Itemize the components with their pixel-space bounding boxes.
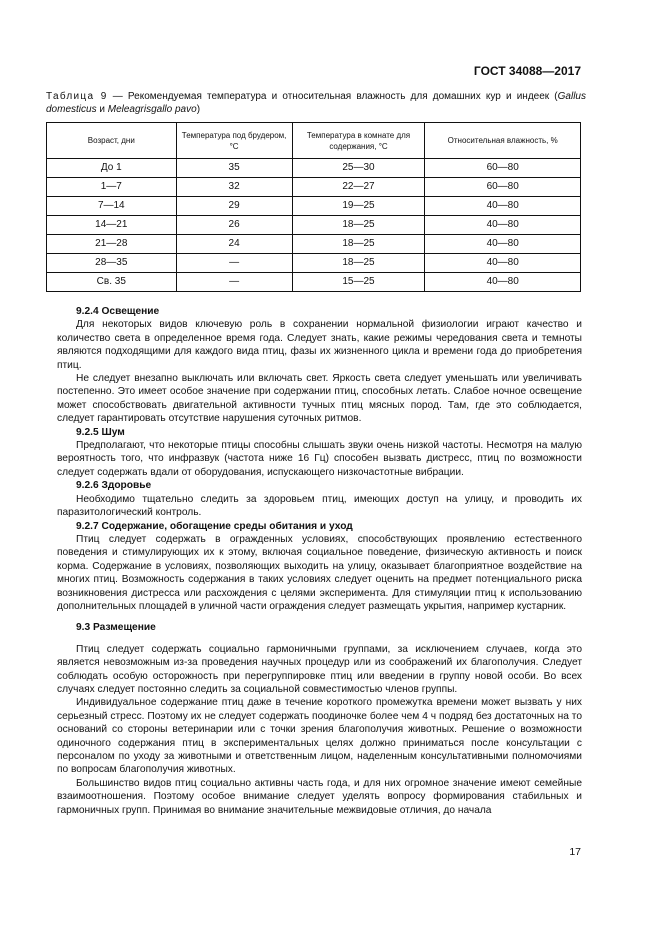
- table-caption-text: — Рекомендуемая температура и относительная влажность для домашних кур и индеек (: [107, 91, 558, 102]
- table-row: [47, 216, 581, 235]
- table-cell: 21—28: [47, 235, 177, 254]
- table-caption-close: ): [196, 104, 201, 115]
- table-cell: 40—80: [425, 235, 581, 254]
- table-cell: —: [176, 254, 292, 273]
- table-cell: 40—80: [425, 254, 581, 273]
- table-row: [47, 159, 581, 178]
- table-cell: 15—25: [292, 273, 425, 292]
- temperature-humidity-table: [46, 122, 581, 292]
- body-text: [57, 305, 582, 817]
- table-cell: 40—80: [425, 216, 581, 235]
- table-row: [47, 178, 581, 197]
- table-cell: 1—7: [47, 178, 177, 197]
- page-number: 17: [569, 846, 581, 858]
- section-heading-accommodation: 9.3 Размещение: [76, 622, 156, 634]
- section-heading-health: 9.2.6 Здоровье: [76, 480, 152, 492]
- table-cell: 14—21: [47, 216, 177, 235]
- table-row: [47, 197, 581, 216]
- column-header-humidity: Относительная влажность, %: [425, 123, 581, 159]
- standard-code: ГОСТ 34088—2017: [473, 64, 581, 78]
- table-cell: 32: [176, 178, 292, 197]
- table-cell: 7—14: [47, 197, 177, 216]
- table-cell: 60—80: [425, 178, 581, 197]
- table-cell: 19—25: [292, 197, 425, 216]
- table-cell: 18—25: [292, 235, 425, 254]
- paragraph: Для некоторых видов ключевую роль в сохранении нормальной физиологии играют качество и количество света в определенное время года. Следует знать, какие режимы чередования света и темноты являются подходящими для каждого вида птиц, фазы их жизненного цикла и времени года до приобретения птиц.: [57, 319, 582, 371]
- table-caption-label: Таблица 9: [46, 91, 108, 102]
- paragraph: Предполагают, что некоторые птицы способны слышать звуки очень низкой частоты. Несмотря на малую вероятность того, что инфразвук (частота ниже 16 Гц) способен вызвать дистресс, птиц по возможности следует содержать вдали от оборудования, испускающего низкочастотные вибрации.: [57, 440, 582, 478]
- column-header-brooder-temp: Температура под брудером, °С: [176, 123, 292, 159]
- table-cell: Св. 35: [47, 273, 177, 292]
- section-heading-noise: 9.2.5 Шум: [76, 426, 125, 438]
- table-cell: 60—80: [425, 159, 581, 178]
- paragraph: Не следует внезапно выключать или включать свет. Яркость света следует уменьшать или увеличивать постепенно. Это имеет особое значение при содержании птиц, способных летать. Слабое ночное освещение может способствовать двигательной активности тучных птиц мясных пород. Там, где это соблюдается, следует гарантировать отсутствие нарушения суточных ритмов.: [57, 373, 582, 425]
- table-cell: —: [176, 273, 292, 292]
- table-cell: 40—80: [425, 197, 581, 216]
- column-header-room-temp: Температура в комнате для содержания, °С: [292, 123, 425, 159]
- section-heading-lighting: 9.2.4 Освещение: [76, 306, 160, 317]
- table-header-row: [47, 123, 581, 159]
- table-cell: 25—30: [292, 159, 425, 178]
- paragraph: Большинство видов птиц социально активны часть года, и для них огромное значение имеют семейные взаимоотношения. Поэтому особое внимание следует уделять вопросу формирования стабильных и гармоничных групп. Принимая во внимание значительные межвидовые отличия, до начала: [57, 777, 582, 816]
- paragraph: Необходимо тщательно следить за здоровьем птиц, имеющих доступ на улицу, и проводить их паразитологический контроль.: [57, 493, 582, 519]
- table-row: [47, 254, 581, 273]
- table-caption-and: и: [96, 104, 108, 115]
- paragraph: Птиц следует содержать социально гармоничными группами, за исключением случаев, когда это является невозможным из-за проведения научных процедур или из соображений их благополучия. Следует соблюдать особую осторожность при перегруппировке птиц или введении в группу новой особи. Во всех случаях следует постоянно следить за социальной совместимостью членов группы.: [57, 643, 582, 695]
- table-cell: 18—25: [292, 254, 425, 273]
- table-row: [47, 273, 581, 292]
- paragraph: Птиц следует содержать в огражденных условиях, способствующих проявлению естественного поведения и стимулирующих их к этому, включая социальное поведение, физическую активность и поиск корма. Содержание в условиях, позволяющих выходить на улицу, оказывает благоприятное воздействие на многих птиц. Возможность содержания в таких условиях следует оценить на предмет потенциального риска возникновения дистресса или расхождения с целями эксперимента. Для стимуляции птиц к использованию дополнительных площадей в уличной части ограждения следует размещать укрытия, например кустарник.: [57, 533, 582, 612]
- table-caption: [46, 90, 586, 116]
- table-cell: 28—35: [47, 254, 177, 273]
- table-cell: 22—27: [292, 178, 425, 197]
- table-cell: 26: [176, 216, 292, 235]
- table-cell: 35: [176, 159, 292, 178]
- section-heading-housing-enrichment: 9.2.7 Содержание, обогащение среды обитания и уход: [76, 520, 353, 532]
- table-cell: 18—25: [292, 216, 425, 235]
- column-header-age: Возраст, дни: [47, 123, 177, 159]
- table-caption-species-1: Gallus domesticus: [46, 91, 586, 115]
- table-cell: 29: [176, 197, 292, 216]
- table-cell: 40—80: [425, 273, 581, 292]
- table-caption-species-2: Meleagrisgallo pavo: [107, 104, 197, 115]
- paragraph: Индивидуальное содержание птиц даже в течение короткого промежутка времени может вызвать у них серьезный стресс. Поэтому их не следует содержать поодиночке более чем 4 ч подряд без достаточных на то оснований со стороны ветеринарии или с точки зрения благополучия животных. Решение о возможности одиночного содержания птиц в экспериментальных целях должно приниматься после консультации с персоналом по уходу за животными и ответственным лицом, наделенным консультативными полномочиями по вопросам благополучия животных.: [57, 697, 582, 776]
- table-cell: 24: [176, 235, 292, 254]
- table-cell: До 1: [47, 159, 177, 178]
- table-row: [47, 235, 581, 254]
